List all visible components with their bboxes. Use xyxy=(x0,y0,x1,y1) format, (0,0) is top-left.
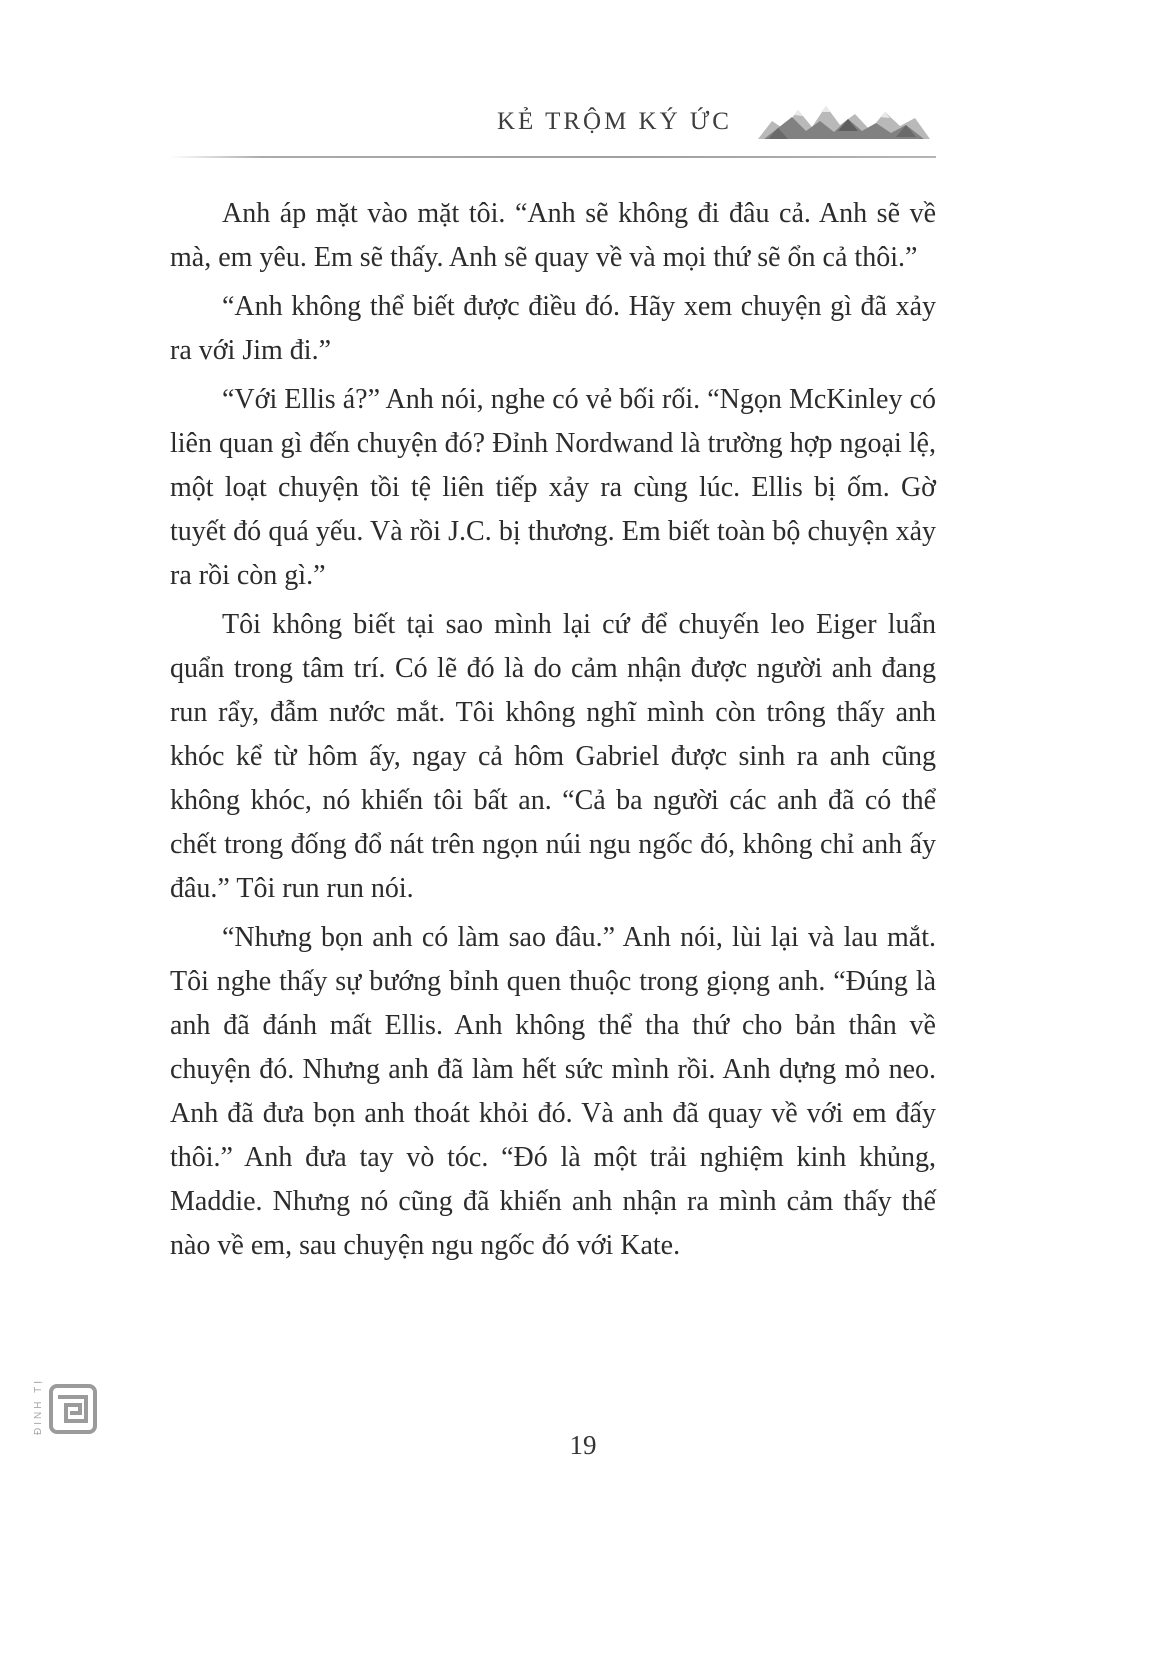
page-content xyxy=(170,98,936,1273)
page-number: 19 xyxy=(569,1430,597,1460)
paragraph: “Anh không thể biết được điều đó. Hãy xem chuyện gì đã xảy ra với Jim đi.” xyxy=(170,291,936,366)
paragraph: “Với Ellis á?” Anh nói, nghe có vẻ bối rối. “Ngọn McKinley có liên quan gì đến chuyện đó? Đỉnh Nordwand là trường hợp ngoại lệ, một loạt chuyện tồi tệ liên tiếp xảy ra cùng lúc. Ellis bị ốm. Gờ tuyết đó quá yếu. Và rồi J.C. bị thương. Em biết toàn bộ chuyện xảy ra rồi còn gì.” xyxy=(170,384,936,591)
publisher-logo-mark xyxy=(48,1383,98,1435)
page-header xyxy=(170,98,936,158)
paragraph: Anh áp mặt vào mặt tôi. “Anh sẽ không đi đâu cả. Anh sẽ về mà, em yêu. Em sẽ thấy. Anh sẽ quay về và mọi thứ sẽ ổn cả thôi.” xyxy=(170,198,936,273)
publisher-name-vertical: ĐINH TỊ xyxy=(33,1378,44,1435)
mountain-range-icon xyxy=(758,101,930,143)
publisher-logo xyxy=(34,1378,98,1435)
header-row xyxy=(170,98,936,146)
page-body xyxy=(170,192,936,1268)
paragraph: Tôi không biết tại sao mình lại cứ để chuyến leo Eiger luẩn quẩn trong tâm trí. Có lẽ đó là do cảm nhận được người anh đang run rẩy, đẫm nước mắt. Tôi không nghĩ mình còn trông thấy anh khóc kể từ hôm ấy, ngay cả hôm Gabriel được sinh ra anh cũng không khóc, nó khiến tôi bất an. “Cả ba người các anh đã có thể chết trong đống đổ nát trên ngọn núi ngu ngốc đó, không chỉ anh ấy đâu.” Tôi run run nói. xyxy=(170,609,936,904)
paragraph: “Nhưng bọn anh có làm sao đâu.” Anh nói, lùi lại và lau mắt. Tôi nghe thấy sự bướng bỉnh quen thuộc trong giọng anh. “Đúng là anh đã đánh mất Ellis. Anh không thể tha thứ cho bản thân về chuyện đó. Nhưng anh đã làm hết sức mình rồi. Anh dựng mỏ neo. Anh đã đưa bọn anh thoát khỏi đó. Và anh đã quay về với em đấy thôi.” Anh đưa tay vò tóc. “Đó là một trải nghiệm kinh khủng, Maddie. Nhưng nó cũng đã khiến anh nhận ra mình cảm thấy thế nào về em, sau chuyện ngu ngốc đó với Kate. xyxy=(170,922,936,1261)
header-divider xyxy=(170,156,936,158)
book-title: KẺ TRỘM KÝ ỨC xyxy=(496,108,732,135)
